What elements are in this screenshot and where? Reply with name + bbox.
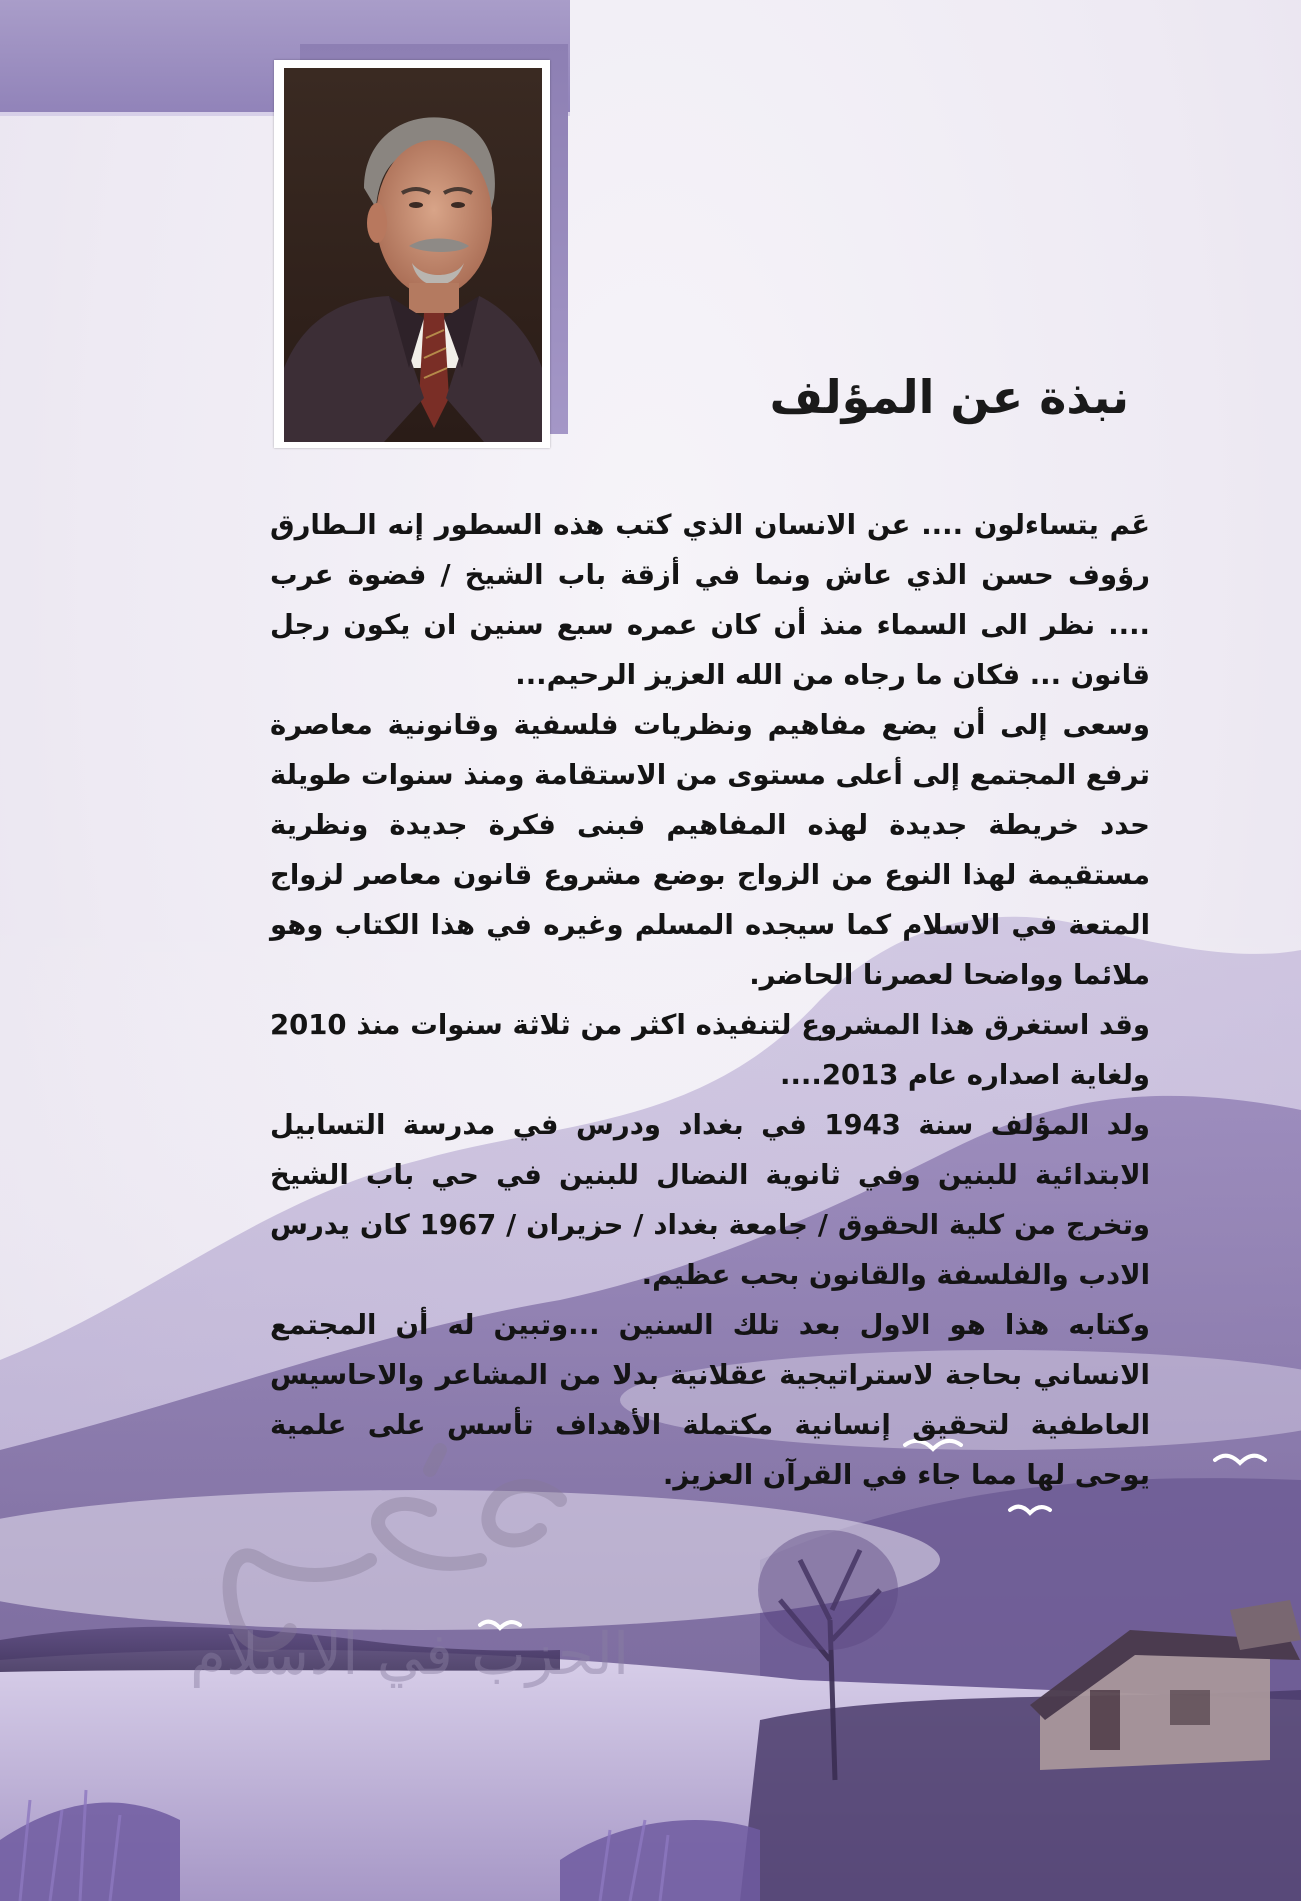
subtitle-calligraphy-watermark: الحزب في الاسلام <box>190 1620 630 1688</box>
bio-paragraph: ولد المؤلف سنة 1943 في بغداد ودرس في مدرسة التسابيل الابتدائية للبنين وفي ثانوية النضال للبنين في حي باب الشيخ وتخرج من كلية الحقوق / جامعة بغداد / حزيران / 1967 كان يدرس الادب والفلسفة والقانون بحب عظيم. <box>270 1109 1150 1291</box>
author-portrait-photo <box>284 68 542 442</box>
author-biography <box>270 500 1150 1500</box>
bio-paragraph: وكتابه هذا هو الاول بعد تلك السنين ...وتبين له أن المجتمع الانساني بحاجة لاستراتيجية عقلانية بدلا من المشاعر والاحاسيس العاطفية لتحقيق إنسانية مكتملة الأهداف تأسس على علمية يوحى لها مما جاء في القرآن العزيز. <box>270 1309 1150 1491</box>
bio-paragraph: عَم يتساءلون .... عن الانسان الذي كتب هذه السطور إنه الـطارق رؤوف حسن الذي عاش ونما في أزقة باب الشيخ / فضوة عرب .... نظر الى السماء منذ أن كان عمره سبع سنين ان يكون رجل قانون ... فكان ما رجاه من الله العزيز الرحيم... <box>270 509 1150 691</box>
section-heading: نبذة عن المؤلف <box>769 370 1129 424</box>
bio-paragraph: وسعى إلى أن يضع مفاهيم ونظريات فلسفية وقانونية معاصرة ترفع المجتمع إلى أعلى مستوى من الاستقامة ومنذ سنوات طويلة حدد خريطة جديدة لهذه المفاهيم فبنى فكرة جديدة ونظرية مستقيمة لهذا النوع من الزواج بوضع مشروع قانون معاصر لزواج المتعة في الاسلام كما سيجده المسلم وغيره في هذا الكتاب وهو ملائما وواضحا لعصرنا الحاضر. <box>270 709 1150 991</box>
bio-paragraph: وقد استغرق هذا المشروع لتنفيذه اكثر من ثلاثة سنوات منذ 2010 ولغاية اصداره عام 2013.... <box>270 1009 1150 1091</box>
